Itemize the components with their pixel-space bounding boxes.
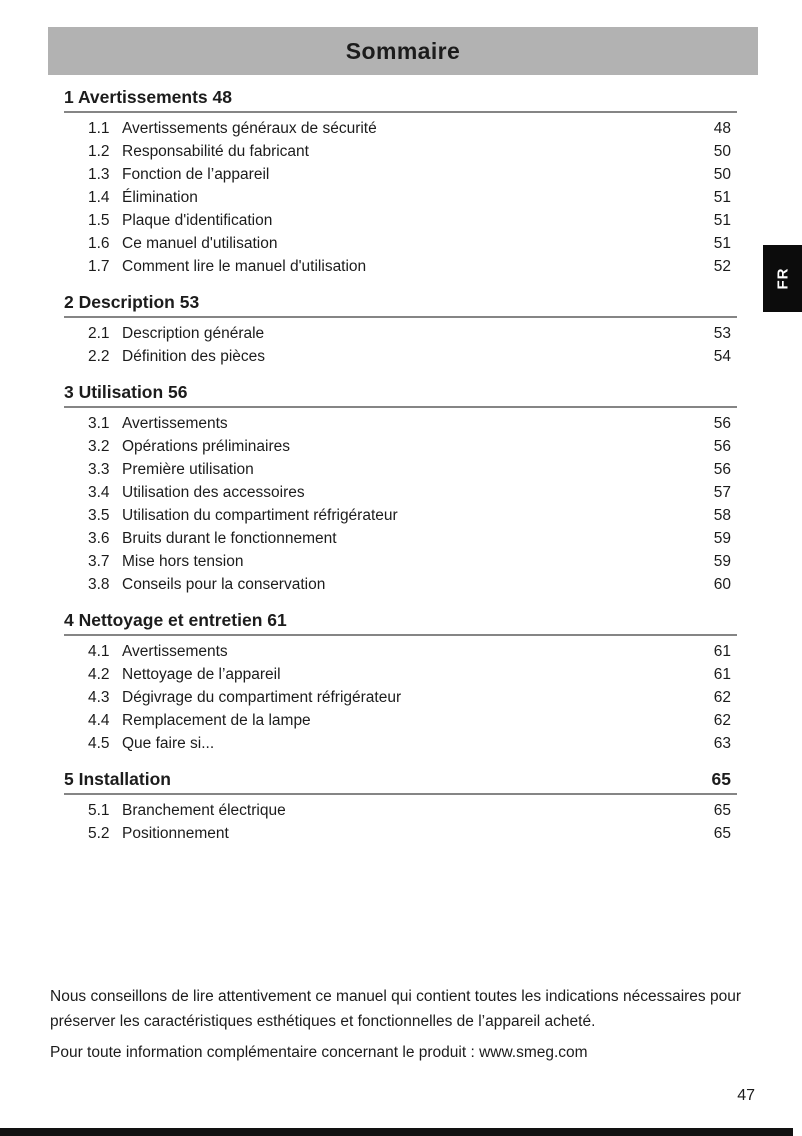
- toc-entry-page: 56: [713, 438, 731, 455]
- toc-entry-number: 3.5: [88, 507, 110, 524]
- toc-entry: [64, 481, 737, 504]
- toc-entry: [64, 573, 737, 596]
- section-heading: [64, 381, 737, 403]
- toc-entry-page: 54: [713, 348, 731, 365]
- section-heading: [64, 86, 737, 108]
- section-heading: [64, 768, 737, 790]
- footer-paragraph-1: Nous conseillons de lire attentivement ce manuel qui contient toutes les indications nécessaires pour préserver les caractéristiques esthétiques et fonctionnelles de l’appareil acheté.: [50, 988, 741, 1030]
- toc-entry: [64, 209, 737, 232]
- section-heading-text: 1 Avertissements 48: [64, 87, 232, 107]
- toc-section-3: [64, 381, 737, 596]
- section-heading-text: 3 Utilisation 56: [64, 382, 188, 402]
- toc-entry-title: Avertissements généraux de sécurité: [122, 120, 377, 137]
- toc-entry: [64, 345, 737, 368]
- toc-entry-number: 1.7: [88, 258, 110, 275]
- toc-entry-page: 59: [713, 553, 731, 570]
- toc-section-4: [64, 609, 737, 755]
- toc-entry-number: 2.2: [88, 348, 110, 365]
- toc-entry: [64, 458, 737, 481]
- toc-entry-number: 3.2: [88, 438, 110, 455]
- toc-entry: [64, 640, 737, 663]
- toc-entry-title: Conseils pour la conservation: [122, 576, 326, 593]
- section-heading-text: 5 Installation: [64, 769, 171, 789]
- toc-section-2: [64, 291, 737, 368]
- toc-entry-page: 48: [713, 120, 731, 137]
- toc-entry-page: 61: [713, 643, 731, 660]
- toc-section-1: [64, 86, 737, 278]
- toc-entry-title: Description générale: [122, 325, 265, 342]
- language-tab-label: FR: [774, 267, 791, 290]
- toc-entry-title: Dégivrage du compartiment réfrigérateur: [122, 689, 402, 706]
- toc-entry-title: Comment lire le manuel d'utilisation: [122, 258, 367, 275]
- toc-entry-page: 61: [713, 666, 731, 683]
- toc-entry-page: 58: [713, 507, 731, 524]
- toc-entry-title: Avertissements: [122, 415, 228, 432]
- section-rule: [64, 634, 737, 636]
- toc-entry: [64, 232, 737, 255]
- toc-entry-number: 1.3: [88, 166, 110, 183]
- page-title: Sommaire: [345, 37, 461, 64]
- page-number: 47: [737, 1087, 755, 1104]
- toc-entry: [64, 412, 737, 435]
- toc-entry-title: Avertissements: [122, 643, 228, 660]
- toc-entry-page: 62: [713, 712, 731, 729]
- toc-entry-page: 56: [713, 415, 731, 432]
- toc-entry-number: 1.2: [88, 143, 110, 160]
- toc-entry-page: 65: [713, 802, 731, 819]
- toc-entry: [64, 550, 737, 573]
- toc-entry-number: 4.1: [88, 643, 110, 660]
- toc-entry-number: 1.6: [88, 235, 110, 252]
- toc-entry-number: 1.1: [88, 120, 110, 137]
- toc-entry: [64, 186, 737, 209]
- toc-entry: [64, 709, 737, 732]
- section-rule: [64, 406, 737, 408]
- toc-entry-title: Bruits durant le fonctionnement: [122, 530, 337, 547]
- toc-entry-page: 50: [713, 166, 731, 183]
- section-heading: [64, 609, 737, 631]
- toc-entry: [64, 255, 737, 278]
- section-heading-page: 65: [711, 769, 731, 789]
- page-edge-bar: [0, 1128, 793, 1136]
- toc-entry-title: Opérations préliminaires: [122, 438, 290, 455]
- toc-entry-number: 3.3: [88, 461, 110, 478]
- toc-entry: [64, 140, 737, 163]
- toc-entry-number: 4.3: [88, 689, 110, 706]
- toc-entry-title: Que faire si...: [122, 735, 215, 752]
- toc-entry-page: 56: [713, 461, 731, 478]
- toc-entry-number: 5.1: [88, 802, 110, 819]
- toc-entry-number: 3.7: [88, 553, 110, 570]
- toc-entry: [64, 527, 737, 550]
- section-heading-text: 2 Description 53: [64, 292, 200, 312]
- toc-entry: [64, 686, 737, 709]
- toc-entry-title: Plaque d'identification: [122, 212, 273, 229]
- toc-entry: [64, 504, 737, 527]
- toc-entry-page: 51: [713, 212, 731, 229]
- toc-entry: [64, 435, 737, 458]
- toc-entry-title: Élimination: [122, 189, 198, 206]
- toc-entry: [64, 799, 737, 822]
- toc-entry-page: 53: [713, 325, 731, 342]
- toc: [64, 86, 737, 845]
- footer-text: [50, 984, 752, 1065]
- page-title-banner: [48, 27, 758, 75]
- section-rule: [64, 316, 737, 318]
- toc-entry-page: 59: [713, 530, 731, 547]
- toc-entry: [64, 822, 737, 845]
- toc-entry-title: Responsabilité du fabricant: [122, 143, 309, 160]
- toc-section-5: [64, 768, 737, 845]
- toc-entry-number: 4.2: [88, 666, 110, 683]
- toc-entry-title: Mise hors tension: [122, 553, 244, 570]
- toc-entry-number: 3.8: [88, 576, 110, 593]
- toc-entry-title: Nettoyage de l’appareil: [122, 666, 281, 683]
- toc-entry-page: 57: [713, 484, 731, 501]
- toc-entry-title: Fonction de l’appareil: [122, 166, 270, 183]
- toc-entry-title: Remplacement de la lampe: [122, 712, 311, 729]
- toc-entry-title: Définition des pièces: [122, 348, 266, 365]
- toc-entry: [64, 732, 737, 755]
- toc-entry: [64, 322, 737, 345]
- toc-entry-page: 65: [713, 825, 731, 842]
- toc-entry-title: Positionnement: [122, 825, 229, 842]
- toc-entry-page: 50: [713, 143, 731, 160]
- toc-entry-page: 52: [713, 258, 731, 275]
- toc-entry-number: 1.4: [88, 189, 110, 206]
- toc-entry: [64, 163, 737, 186]
- toc-entry-number: 1.5: [88, 212, 110, 229]
- toc-entry-number: 3.6: [88, 530, 110, 547]
- section-rule: [64, 111, 737, 113]
- section-heading-text: 4 Nettoyage et entretien 61: [64, 610, 287, 630]
- toc-entry-number: 4.5: [88, 735, 110, 752]
- toc-entry-number: 4.4: [88, 712, 110, 729]
- section-heading: [64, 291, 737, 313]
- language-tab: [763, 245, 802, 312]
- toc-entry-title: Utilisation des accessoires: [122, 484, 305, 501]
- toc-entry-title: Branchement électrique: [122, 802, 286, 819]
- toc-entry: [64, 663, 737, 686]
- toc-entry-title: Ce manuel d'utilisation: [122, 235, 278, 252]
- toc-entry: [64, 117, 737, 140]
- toc-entry-number: 3.1: [88, 415, 110, 432]
- toc-entry-title: Utilisation du compartiment réfrigérateur: [122, 507, 398, 524]
- toc-entry-page: 51: [713, 235, 731, 252]
- toc-entry-page: 62: [713, 689, 731, 706]
- toc-entry-page: 60: [713, 576, 731, 593]
- section-rule: [64, 793, 737, 795]
- toc-entry-page: 51: [713, 189, 731, 206]
- toc-entry-page: 63: [713, 735, 731, 752]
- footer-paragraph-2: Pour toute information complémentaire concernant le produit : www.smeg.com: [50, 1044, 588, 1061]
- toc-entry-number: 3.4: [88, 484, 110, 501]
- toc-entry-title: Première utilisation: [122, 461, 254, 478]
- toc-entry-number: 2.1: [88, 325, 110, 342]
- toc-entry-number: 5.2: [88, 825, 110, 842]
